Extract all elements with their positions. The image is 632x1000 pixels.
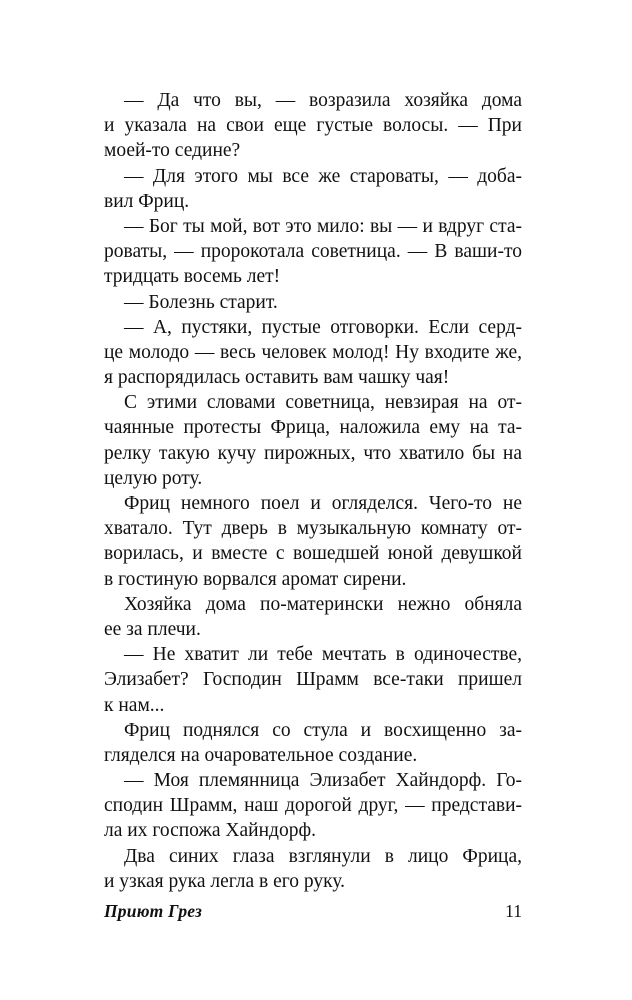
text-line: Элизабет? Господин Шрамм все-таки пришел	[104, 669, 522, 691]
text-line: и указала на свои еще густые волосы. — При	[104, 115, 522, 137]
text-line: вил Фриц.	[104, 190, 190, 212]
text-line: — Болезнь старит.	[124, 291, 278, 313]
text-line: ее за плечи.	[104, 618, 201, 640]
text-line: я распорядилась оставить вам чашку чая!	[104, 367, 450, 389]
text-line: — Не хватит ли тебе мечтать в одиночестве,	[124, 644, 522, 666]
text-line: роваты, — пророкотала советница. — В ваши-то	[104, 241, 522, 263]
page-number: 11	[505, 901, 522, 921]
text-line: хватало. Тут дверь в музыкальную комнату от-	[104, 518, 522, 540]
text-line: моей-то седине?	[104, 140, 241, 162]
text-line: и узкая рука легла в его руку.	[104, 870, 346, 892]
text-line: чаянные протесты Фрица, наложила ему на та-	[104, 417, 522, 439]
text-line: сподин Шрамм, наш дорогой друг, — представи-	[104, 795, 522, 817]
text-line: — Для этого мы все же староваты, — доба-	[124, 165, 522, 187]
text-line: Фриц поднялся со стула и восхищенно за-	[124, 719, 522, 741]
text-line: релку такую кучу пирожных, что хватило бы на	[104, 442, 522, 464]
text-line: — А, пустяки, пустые отговорки. Если серд-	[124, 316, 522, 338]
text-line: в гостиную ворвался аромат сирени.	[104, 568, 407, 590]
text-line: ла их госпожа Хайндорф.	[104, 820, 316, 842]
text-line: Два синих глаза взглянули в лицо Фрица,	[124, 845, 522, 867]
text-line: — Бог ты мой, вот это мило: вы — и вдруг ста-	[124, 215, 522, 237]
text-line: це молодо — весь человек молод! Ну входите же,	[104, 341, 522, 363]
text-line: к нам...	[104, 694, 165, 716]
text-line: тридцать восемь лет!	[104, 266, 281, 288]
page-footer	[104, 898, 522, 924]
running-title: Приют Грез	[104, 901, 203, 921]
text-line: гляделся на очаровательное создание.	[104, 744, 418, 766]
text-line: Хозяйка дома по-матерински нежно обняла	[124, 593, 522, 615]
text-line: ворилась, и вместе с вошедшей юной девушкой	[104, 543, 522, 565]
text-line: — Моя племянница Элизабет Хайндорф. Го-	[124, 770, 522, 792]
text-line: Фриц немного поел и огляделся. Чего-то не	[124, 493, 522, 514]
text-line: целую роту.	[104, 467, 203, 489]
text-line: С этими словами советница, невзирая на от-	[124, 392, 522, 414]
body-text	[104, 88, 522, 894]
text-line: — Да что вы, — возразила хозяйка дома	[124, 90, 522, 111]
